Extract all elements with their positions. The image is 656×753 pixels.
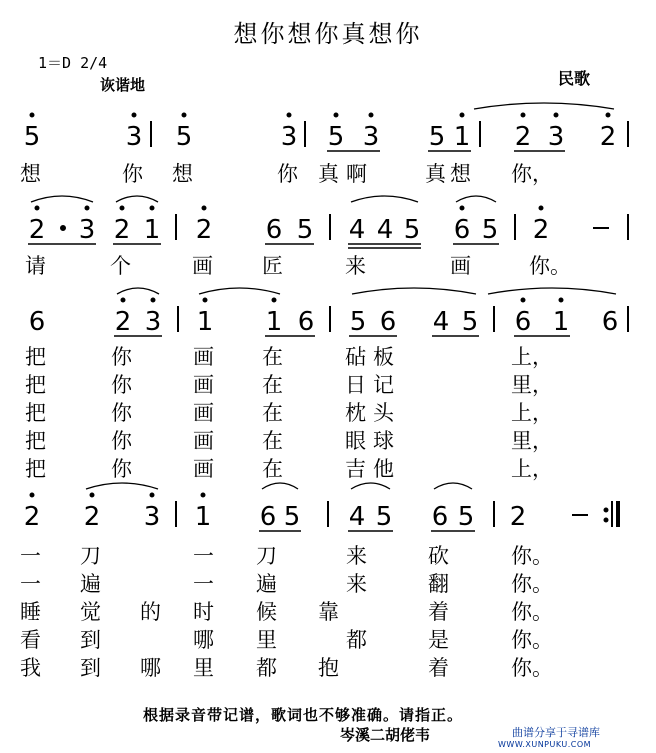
octave-dot-high	[30, 493, 34, 497]
note-digit: 1	[453, 122, 471, 152]
lyric-char: 把	[25, 401, 46, 425]
lyric-char: 球	[373, 429, 394, 453]
lyric-char: 啊	[346, 162, 367, 186]
lyric-char: 你	[277, 162, 298, 186]
octave-dot-high	[150, 493, 154, 497]
octave-dot-high	[539, 206, 543, 210]
lyric-char: 你。	[529, 254, 571, 278]
slur	[474, 103, 614, 109]
note-digit: 4	[376, 215, 394, 245]
note-digit: 5	[327, 122, 345, 152]
octave-dot-high	[30, 113, 34, 117]
lyric-char: 你	[111, 373, 132, 397]
lyric-char: 一	[193, 572, 214, 596]
lyric-char: 哪	[193, 628, 214, 652]
note-digit: 2	[509, 502, 527, 532]
lyric-char: 把	[25, 373, 46, 397]
note-digit: 2	[83, 502, 101, 532]
lyric-char: 在	[262, 457, 283, 481]
watermark-text: 曲谱分享于寻谱库	[512, 726, 600, 739]
lyric-char: 画	[193, 429, 214, 453]
lyric-char: 眼	[345, 429, 366, 453]
lyric-char: 画	[450, 254, 471, 278]
octave-dot-high	[521, 298, 525, 302]
lyric-char: 砧	[345, 345, 366, 369]
note-digit: 5	[457, 502, 475, 532]
octave-dot-high	[287, 113, 291, 117]
lyric-char: 都	[256, 656, 277, 680]
note-digit: 1	[552, 307, 570, 337]
octave-dot-high	[606, 113, 610, 117]
repeat-dot	[604, 518, 608, 522]
lyric-char: 上，	[511, 345, 553, 369]
lyric-char: 个	[110, 254, 131, 278]
octave-dot-high	[460, 206, 464, 210]
slur	[434, 483, 472, 489]
lyric-char: 的	[140, 600, 161, 624]
octave-dot-high	[85, 206, 89, 210]
lyric-char: 是	[428, 628, 449, 652]
note-digit: 2	[23, 502, 41, 532]
note-digit: 3	[144, 307, 162, 337]
lyric-char: 你。	[511, 544, 553, 568]
note-digit: 5	[23, 122, 41, 152]
octave-dot-high	[521, 113, 525, 117]
lyric-char: 看	[20, 628, 41, 652]
octave-dot-high	[201, 493, 205, 497]
slur	[262, 483, 298, 489]
lyric-char: 匠	[262, 254, 283, 278]
lyric-char: 把	[25, 345, 46, 369]
lyric-char: 你。	[511, 600, 553, 624]
note-digit: 4	[348, 215, 366, 245]
note-digit: 6	[453, 215, 471, 245]
note-digit: 2	[599, 122, 617, 152]
key-signature: 1＝D 2/4	[38, 54, 108, 72]
lyric-char: 一	[193, 544, 214, 568]
lyric-char: 你	[111, 457, 132, 481]
lyric-char: 上，	[511, 401, 553, 425]
lyric-char: 时	[193, 600, 214, 624]
lyric-char: 候	[256, 600, 277, 624]
lyric-char: 你	[111, 345, 132, 369]
transcription-note: 根据录音带记谱，歌词也不够准确。请指正。	[143, 706, 464, 724]
note-digit: 6	[28, 307, 46, 337]
octave-dot-high	[554, 113, 558, 117]
lyric-char: 真	[318, 162, 339, 186]
lyric-char: 记	[373, 373, 394, 397]
note-digit: 5	[428, 122, 446, 152]
lyric-char: 吉	[345, 457, 366, 481]
note-digit: 5	[283, 502, 301, 532]
lyric-char: 你，	[511, 162, 553, 186]
lyric-char: 翻	[428, 572, 449, 596]
octave-dot-high	[121, 298, 125, 302]
song-title: 想你想你真想你	[233, 20, 423, 48]
octave-dot-high	[334, 113, 338, 117]
note-digit: 6	[431, 502, 449, 532]
note-digit: 2	[28, 215, 46, 245]
octave-dot-high	[132, 113, 136, 117]
note-digit: 1	[143, 215, 161, 245]
octave-dot-high	[120, 206, 124, 210]
note-digit: 5	[403, 215, 421, 245]
lyric-char: 刀	[256, 544, 277, 568]
lyric-char: 你	[122, 162, 143, 186]
slur	[352, 288, 476, 294]
octave-dot-high	[272, 298, 276, 302]
lyric-char: 画	[193, 401, 214, 425]
note-digit: 2	[195, 215, 213, 245]
lyric-char: 画	[193, 345, 214, 369]
lyric-char: 画	[192, 254, 213, 278]
octave-dot-high	[182, 113, 186, 117]
lyric-char: 到	[80, 656, 101, 680]
lyric-char: 里	[193, 656, 214, 680]
note-digit: 3	[280, 122, 298, 152]
lyric-char: 砍	[428, 544, 449, 568]
transcriber-credit: 岑溪二胡佬韦	[340, 726, 431, 744]
lyric-char: 来	[345, 254, 366, 278]
lyric-char: 上，	[511, 457, 553, 481]
lyric-char: 遍	[256, 572, 277, 596]
lyric-char: 着	[428, 600, 449, 624]
note-digit: 6	[379, 307, 397, 337]
octave-dot-high	[35, 206, 39, 210]
note-digit: 3	[362, 122, 380, 152]
lyric-char: 想	[20, 162, 41, 186]
lyric-char: 真	[425, 162, 446, 186]
note-digit: 4	[432, 307, 450, 337]
octave-dot-high	[90, 493, 94, 497]
lyric-char: 你。	[511, 572, 553, 596]
slur	[86, 483, 158, 489]
slur	[199, 288, 280, 294]
lyric-char: 觉	[80, 600, 101, 624]
lyric-char: 在	[262, 345, 283, 369]
lyric-char: 你。	[511, 628, 553, 652]
lyric-char: 你	[111, 429, 132, 453]
note-digit: 5	[349, 307, 367, 337]
lyric-char: 头	[373, 401, 394, 425]
slur	[456, 196, 496, 202]
lyric-char: 哪	[140, 656, 161, 680]
note-digit: 2	[113, 215, 131, 245]
note-digit: 2	[532, 215, 550, 245]
lyric-char: 靠	[318, 600, 339, 624]
lyric-char: 里，	[511, 373, 553, 397]
note-digit: 6	[514, 307, 532, 337]
lyric-char: 睡	[20, 600, 41, 624]
note-digit: 2	[114, 307, 132, 337]
lyric-char: 日	[345, 373, 366, 397]
lyric-char: 把	[25, 429, 46, 453]
lyric-char: 画	[193, 457, 214, 481]
lyric-char: 画	[193, 373, 214, 397]
note-digit: 2	[514, 122, 532, 152]
note-digit: 5	[481, 215, 499, 245]
lyric-char: 在	[262, 429, 283, 453]
note-digit: 5	[175, 122, 193, 152]
octave-dot-high	[203, 298, 207, 302]
note-digit: 1	[194, 502, 212, 532]
lyric-char: 抱	[318, 656, 339, 680]
octave-dot-high	[460, 113, 464, 117]
watermark-url: WWW.XUNPUKU.COM	[498, 740, 592, 749]
lyric-char: 里，	[511, 429, 553, 453]
lyric-char: 一	[20, 572, 41, 596]
slur	[116, 196, 158, 202]
lyric-char: 里	[256, 628, 277, 652]
note-digit: 6	[259, 502, 277, 532]
note-digit: 3	[125, 122, 143, 152]
octave-dot-high	[150, 206, 154, 210]
lyric-char: 你	[111, 401, 132, 425]
lyric-char: 他	[373, 457, 394, 481]
slur	[31, 196, 93, 202]
repeat-dot	[604, 508, 608, 512]
note-digit: 3	[78, 215, 96, 245]
note-digit: 6	[601, 307, 619, 337]
lyric-char: 想	[450, 162, 471, 186]
lyric-char: 你。	[511, 656, 553, 680]
note-digit: 3	[547, 122, 565, 152]
note-digit: 4	[348, 502, 366, 532]
octave-dot-high	[151, 298, 155, 302]
lyric-char: 刀	[80, 544, 101, 568]
lyric-char: 一	[20, 544, 41, 568]
lyric-char: 着	[428, 656, 449, 680]
octave-dot-high	[202, 206, 206, 210]
lyric-char: 想	[172, 162, 193, 186]
note-digit: 1	[265, 307, 283, 337]
lyric-char: 把	[25, 457, 46, 481]
note-digit: 3	[143, 502, 161, 532]
lyric-char: 遍	[80, 572, 101, 596]
slur	[351, 196, 418, 202]
lyric-char: 板	[373, 345, 394, 369]
note-digit: 5	[296, 215, 314, 245]
note-digit: 6	[297, 307, 315, 337]
slur	[351, 483, 390, 489]
tempo-marking: 诙谐地	[100, 76, 146, 94]
augmentation-dot	[61, 226, 66, 231]
lyric-char: 都	[346, 628, 367, 652]
lyric-char: 来	[346, 572, 367, 596]
slur	[488, 288, 616, 294]
note-digit: 5	[375, 502, 393, 532]
lyric-char: 请	[25, 254, 46, 278]
lyric-char: 来	[346, 544, 367, 568]
note-digit: 6	[265, 215, 283, 245]
lyric-char: 在	[262, 401, 283, 425]
lyric-char: 我	[20, 656, 41, 680]
octave-dot-high	[369, 113, 373, 117]
lyric-char: 枕	[345, 401, 366, 425]
octave-dot-high	[559, 298, 563, 302]
note-digit: 1	[196, 307, 214, 337]
lyric-char: 在	[262, 373, 283, 397]
note-digit: 5	[461, 307, 479, 337]
genre-label: 民歌	[558, 69, 591, 88]
slur	[117, 288, 159, 294]
lyric-char: 到	[80, 628, 101, 652]
